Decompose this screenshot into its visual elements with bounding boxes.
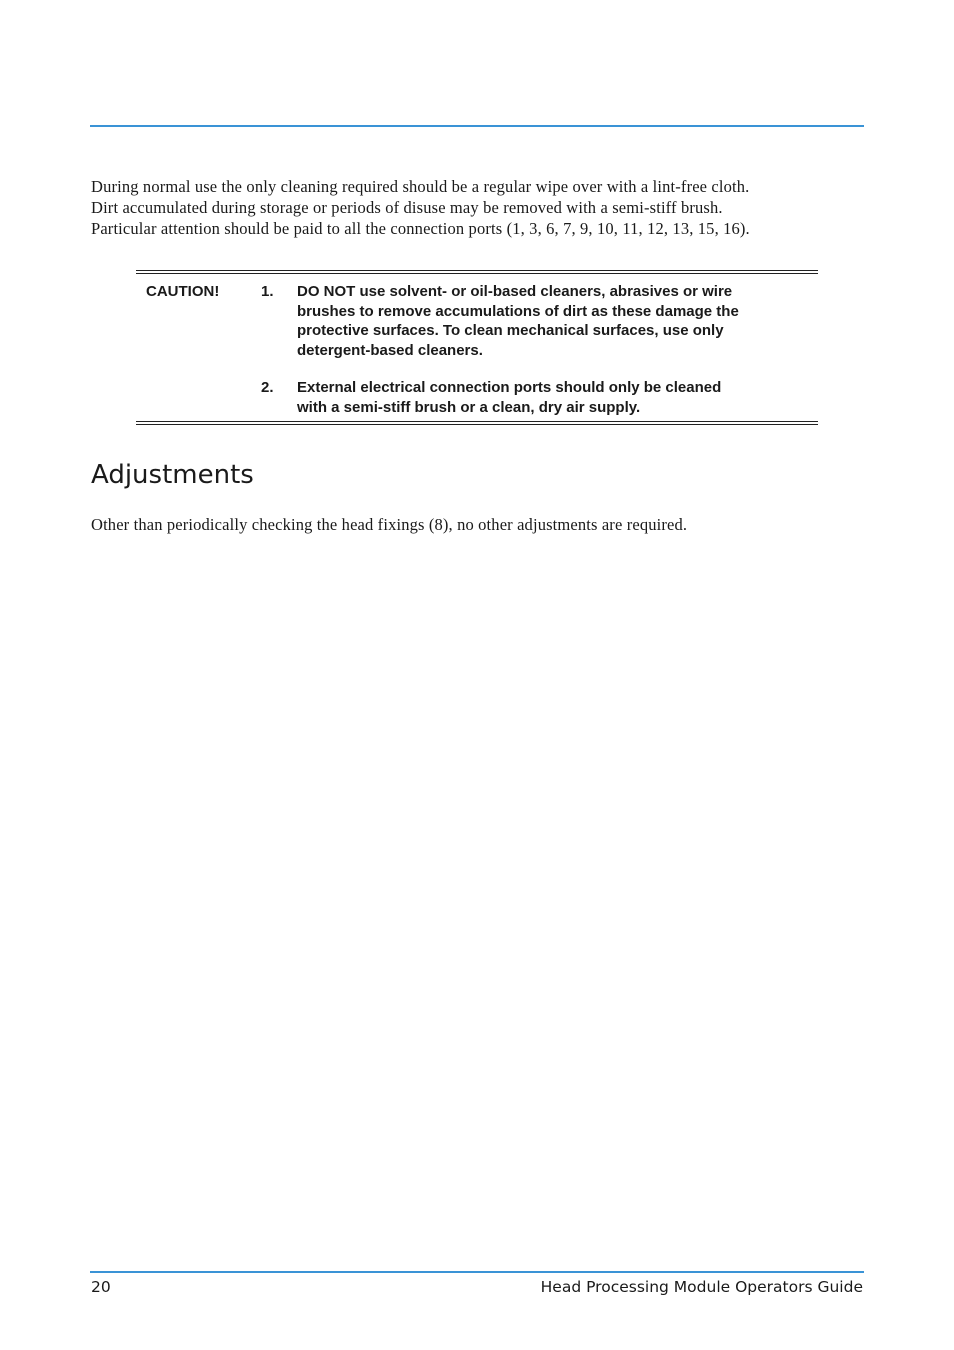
caution-item-line: brushes to remove accumulations of dirt as these damage the (297, 302, 739, 320)
cleaning-paragraph (91, 176, 871, 239)
caution-bottom-rule (136, 421, 818, 425)
caution-item-number: 1. (261, 283, 274, 300)
caution-top-rule (136, 270, 818, 274)
caution-item-number: 2. (261, 379, 274, 396)
cleaning-paragraph-line: During normal use the only cleaning required should be a regular wipe over with a lint-free cloth. (91, 177, 750, 196)
caution-box (136, 270, 818, 426)
caution-item-line: External electrical connection ports should only be cleaned (297, 379, 722, 396)
cleaning-paragraph-line: Particular attention should be paid to all the connection ports (1, 3, 6, 7, 9, 10, 11, 12, 13, 15, 16). (91, 219, 750, 238)
section-heading-adjustments: Adjustments (91, 460, 254, 490)
caution-item-line: protective surfaces. To clean mechanical surfaces, use only (297, 322, 724, 339)
page-number: 20 (91, 1278, 111, 1296)
footer-rule (90, 1271, 864, 1273)
cleaning-paragraph-line: Dirt accumulated during storage or periods of disuse may be removed with a semi-stiff brush. (91, 198, 723, 217)
caution-item-line: detergent-based cleaners. (297, 341, 483, 359)
caution-item-text (297, 282, 797, 360)
header-rule (90, 125, 864, 127)
adjustments-paragraph: Other than periodically checking the head fixings (8), no other adjustments are required. (91, 515, 688, 534)
document-title: Head Processing Module Operators Guide (540, 1278, 863, 1296)
caution-item-line: with a semi-stiff brush or a clean, dry air supply. (297, 398, 641, 416)
caution-label: CAUTION! (146, 283, 220, 300)
caution-item-text (297, 378, 797, 417)
caution-item-line: DO NOT use solvent- or oil-based cleaners, abrasives or wire (297, 283, 733, 300)
